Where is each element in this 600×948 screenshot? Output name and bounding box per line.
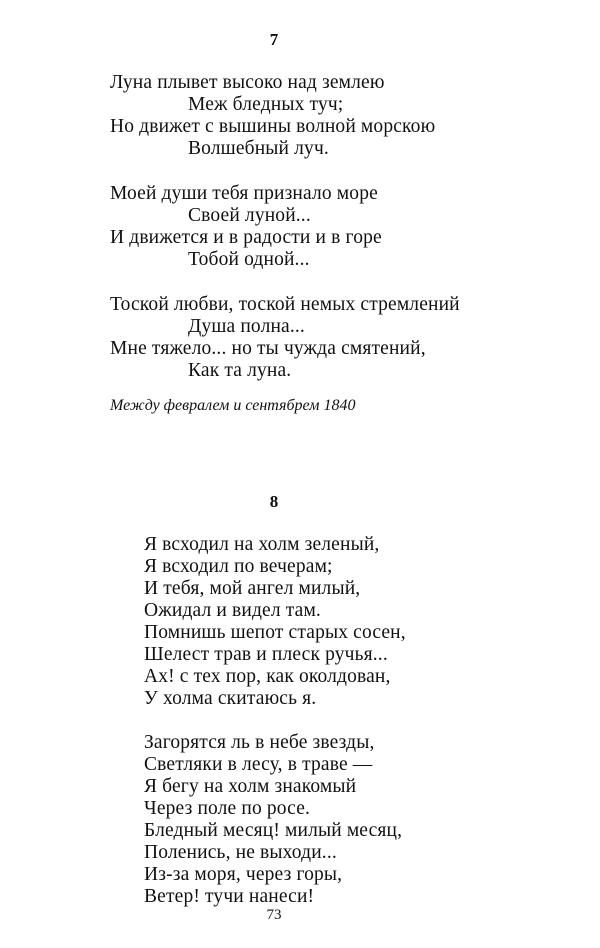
- poem-line: Я всходил по вечерам;: [144, 556, 333, 577]
- poem-line: И тебя, мой ангел милый,: [144, 578, 361, 599]
- poem-line: Я всходил на холм зеленый,: [144, 534, 380, 555]
- poem-line: Меж бледных туч;: [188, 94, 344, 115]
- poem-line: Мне тяжело... но ты чужда смятений,: [110, 338, 426, 359]
- poem-line: Помнишь шепот старых сосен,: [144, 622, 406, 643]
- poem-line: Ожидал и видел там.: [144, 600, 321, 621]
- poem-line: У холма скитаюсь я.: [144, 688, 317, 709]
- poem-line: Тоской любви, тоской немых стремлений: [110, 294, 460, 315]
- poem-line: Как та луна.: [188, 360, 292, 381]
- poem-line: Моей души тебя признало море: [110, 183, 378, 204]
- poem-7-number: 7: [269, 30, 279, 49]
- poem-line: Тобой одной...: [188, 249, 310, 270]
- page-number: 73: [266, 907, 282, 923]
- poem-line: Ветер! тучи нанеси!: [144, 886, 315, 907]
- poem-line: Но движет с вышины волной морскою: [110, 116, 436, 137]
- poem-line: Бледный месяц! милый месяц,: [144, 820, 403, 841]
- poem-line: Луна плывет высоко над землею: [110, 72, 385, 93]
- poem-line: Своей луной...: [188, 205, 311, 226]
- poem-line: Ах! с тех пор, как околдован,: [144, 666, 391, 687]
- poem-line: Через поле по росе.: [144, 798, 311, 819]
- poem-line: Поленись, не выходи...: [144, 842, 337, 863]
- poem-line: Шелест трав и плеск ручья...: [144, 644, 388, 665]
- poem-line: Из-за моря, через горы,: [144, 864, 343, 885]
- poem-8-number: 8: [269, 492, 279, 511]
- poem-line: Светляки в лесу, в траве —: [144, 754, 373, 775]
- poem-line: И движется и в радости и в горе: [110, 227, 382, 248]
- poem-line: Загорятся ль в небе звезды,: [144, 732, 375, 753]
- poem-line: Душа полна...: [188, 316, 305, 337]
- poem-line: Я бегу на холм знакомый: [144, 776, 357, 797]
- poem-line: Волшебный луч.: [188, 138, 329, 159]
- poem-7-date: Между февралем и сентябрем 1840: [110, 397, 356, 414]
